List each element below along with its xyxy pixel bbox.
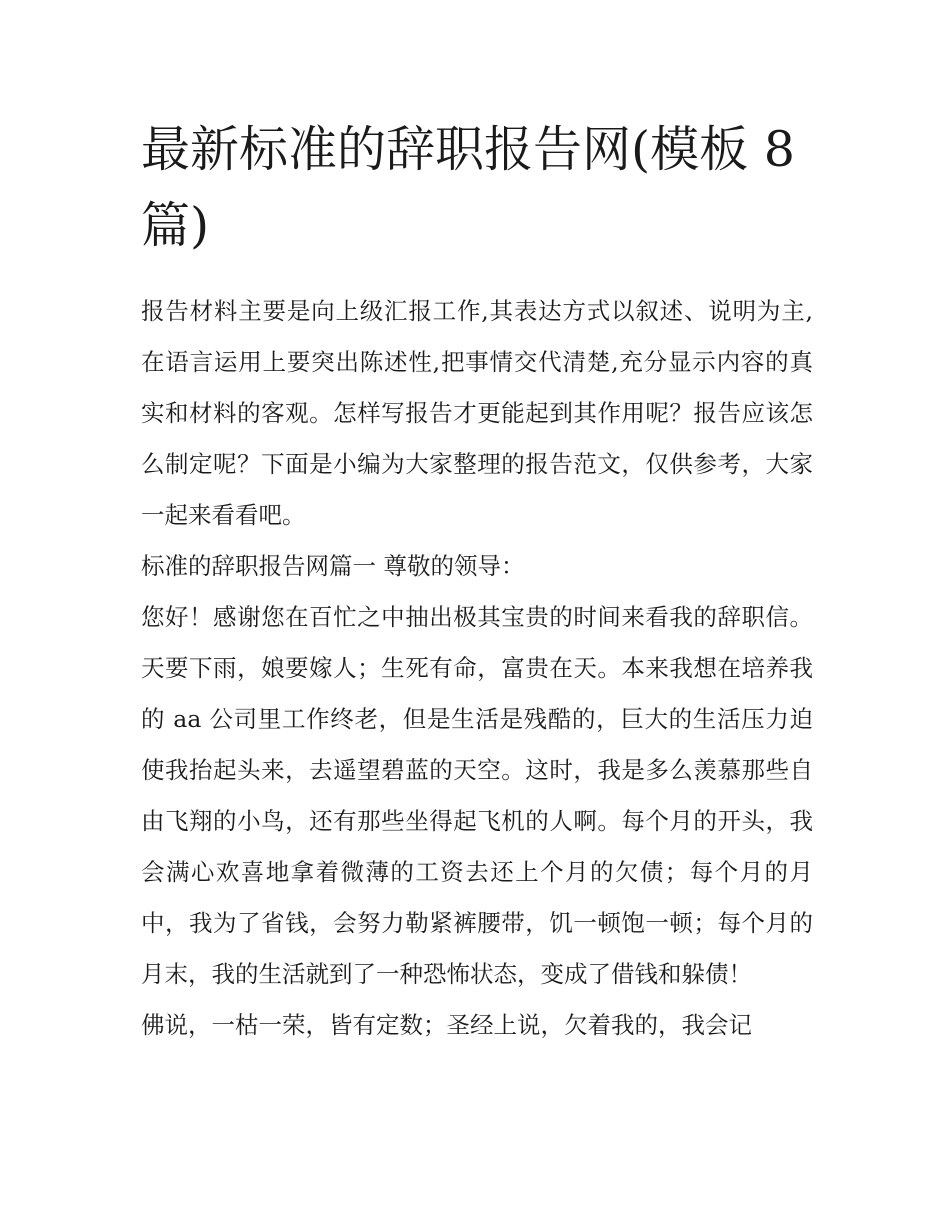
paragraph-salutation: 标准的辞职报告网篇一 尊敬的领导：: [141, 552, 525, 580]
document-page: [141, 112, 813, 1051]
paragraph-body: 您好！感谢您在百忙之中抽出极其宝贵的时间来看我的辞职信。天要下雨，娘要嫁人；生死有命，富贵在天。本来我想在培养我的 aa 公司里工作终老，但是生活是残酷的，巨大的生活压力迫使我抬起头来，去遥望碧蓝的天空。这时，我是多么羡慕那些自由飞翔的小鸟，还有那些坐得起飞机的人啊。每个月的开头，我会满心欢喜地拿着微薄的工资去还上个月的欠债；每个月的月中，我为了省钱，会努力勒紧裤腰带，饥一顿饱一顿；每个月的月末，我的生活就到了一种恐怖状态，变成了借钱和躲债！: [141, 603, 813, 988]
paragraph-intro: 报告材料主要是向上级汇报工作,其表达方式以叙述、说明为主,在语言运用上要突出陈述性,把事情交代清楚,充分显示内容的真实和材料的客观。怎样写报告才更能起到其作用呢？报告应该怎么制定呢？下面是小编为大家整理的报告范文，仅供参考，大家一起来看看吧。: [141, 297, 813, 529]
document-title: 最新标准的辞职报告网(模板 8 篇): [141, 121, 795, 254]
paragraph-continued: 佛说，一枯一荣，皆有定数；圣经上说，欠着我的，我会记: [141, 1011, 752, 1039]
